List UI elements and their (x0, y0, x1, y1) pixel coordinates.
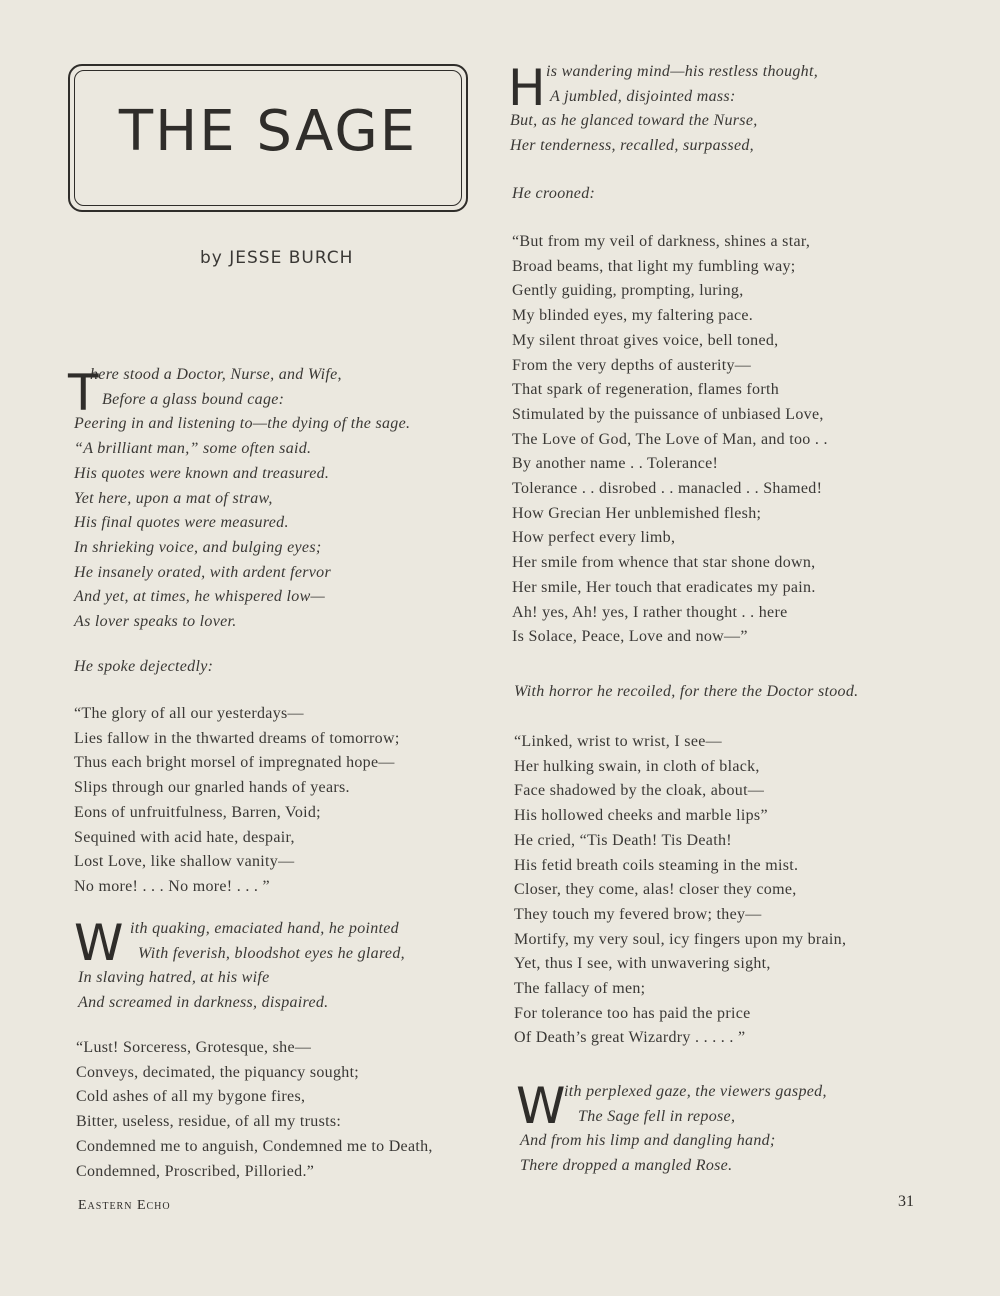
poem-line: The Sage fell in repose, (578, 1107, 736, 1125)
drop-cap: W (516, 1077, 566, 1135)
poem-line: Of Death’s great Wizardry . . . . . ” (514, 1029, 746, 1047)
poem-line: His fetid breath coils steaming in the mist. (514, 856, 799, 874)
poem-line: Broad beams, that light my fumbling way; (512, 257, 796, 275)
drop-cap: W (74, 914, 124, 972)
poem-line: “A brilliant man,” some often said. (74, 440, 312, 458)
poem-line: No more! . . . No more! . . . ” (74, 877, 270, 895)
poem-line: His quotes were known and treasured. (74, 464, 330, 482)
byline: by JESSE BURCH (200, 248, 354, 268)
poem-line: In slaving hatred, at his wife (78, 969, 270, 987)
poem-line: Cold ashes of all my bygone fires, (76, 1088, 306, 1106)
right-stanza-2 (512, 230, 952, 650)
poem-line: Conveys, decimated, the piquancy sought; (76, 1063, 360, 1081)
poem-line: Tolerance . . disrobed . . manacled . . Shamed! (512, 480, 823, 498)
poem-line: Thus each bright morsel of impregnated hope— (74, 754, 395, 772)
poem-line: With horror he recoiled, for there the Doctor stood. (514, 683, 859, 700)
drop-cap: T (68, 364, 99, 422)
poem-line: Lies fallow in the thwarted dreams of tomorrow; (74, 729, 400, 747)
poem-line: There dropped a mangled Rose. (520, 1157, 733, 1175)
poem-line: They touch my fevered brow; they— (514, 905, 762, 923)
left-stanza-3 (74, 914, 496, 1016)
poem-line: For tolerance too has paid the price (514, 1004, 751, 1022)
right-interlude-2 (514, 680, 858, 705)
publication-name: Eastern Echo (78, 1198, 171, 1213)
poem-line: “Linked, wrist to wrist, I see— (514, 733, 722, 750)
right-stanza-4 (516, 1077, 958, 1179)
poem-line: How perfect every limb, (512, 529, 676, 547)
poem-line: As lover speaks to lover. (74, 613, 237, 631)
poem-line: ith perplexed gaze, the viewers gasped, (564, 1083, 827, 1100)
poem-line: And from his limp and dangling hand; (520, 1132, 776, 1150)
poem-line: Eons of unfruitfulness, Barren, Void; (74, 803, 321, 821)
page-number: 31 (898, 1193, 914, 1210)
poem-line: My silent throat gives voice, bell toned, (512, 331, 779, 349)
left-interlude (74, 655, 213, 680)
poem-line: Is Solace, Peace, Love and now—” (512, 628, 748, 646)
poem-line: “But from my veil of darkness, shines a star, (512, 233, 811, 250)
poem-line: Condemned, Proscribed, Pilloried.” (76, 1162, 315, 1180)
left-stanza-1 (70, 363, 490, 635)
poem-line: The fallacy of men; (514, 980, 646, 998)
right-interlude-1 (512, 182, 595, 207)
poem-line: With feverish, bloodshot eyes he glared, (138, 944, 405, 962)
poem-title: THE SAGE (118, 99, 418, 164)
poem-line: Closer, they come, alas! closer they come, (514, 881, 797, 899)
poem-line: That spark of regeneration, flames forth (512, 381, 780, 399)
poem-line: Yet, thus I see, with unwavering sight, (514, 955, 771, 973)
poem-line: Her hulking swain, in cloth of black, (514, 757, 760, 775)
poem-line: Yet here, upon a mat of straw, (74, 489, 273, 507)
poem-line: Peering in and listening to—the dying of the sage. (74, 415, 411, 433)
poem-line: “The glory of all our yesterdays— (74, 705, 304, 722)
poem-line: By another name . . Tolerance! (512, 455, 719, 473)
poem-line: A jumbled, disjointed mass: (550, 87, 736, 105)
poem-line: Sequined with acid hate, despair, (74, 828, 295, 846)
poem-line: “Lust! Sorceress, Grotesque, she— (76, 1039, 312, 1056)
poem-line: Bitter, useless, residue, of all my trusts: (76, 1113, 342, 1131)
poem-line: is wandering mind—his restless thought, (546, 63, 819, 80)
poem-line: The Love of God, The Love of Man, and too . . (512, 430, 828, 448)
poem-line: And yet, at times, he whispered low— (74, 588, 326, 606)
left-stanza-4 (76, 1036, 496, 1184)
poem-line: He insanely orated, with ardent fervor (74, 563, 331, 581)
poem-line: My blinded eyes, my faltering pace. (512, 307, 754, 325)
poem-line: Face shadowed by the cloak, about— (514, 782, 765, 800)
poem-line: Gently guiding, prompting, luring, (512, 282, 744, 300)
drop-cap: H (508, 59, 546, 117)
poem-line: Mortify, my very soul, icy fingers upon my brain, (514, 930, 847, 948)
poem-line: Before a glass bound cage: (102, 390, 285, 408)
right-stanza-1 (510, 60, 950, 159)
poem-line: And screamed in darkness, dispaired. (78, 994, 329, 1012)
poem-line: Lost Love, like shallow vanity— (74, 853, 295, 871)
title-box (68, 64, 468, 212)
poem-line: How Grecian Her unblemished flesh; (512, 504, 762, 522)
poem-line: He crooned: (512, 185, 596, 202)
left-stanza-2 (74, 702, 494, 900)
right-stanza-3 (514, 730, 954, 1051)
poem-line: He spoke dejectedly: (74, 658, 214, 675)
poem-line: Slips through our gnarled hands of years. (74, 779, 350, 797)
poem-line: Her tenderness, recalled, surpassed, (510, 137, 754, 155)
poem-line: ith quaking, emaciated hand, he pointed (130, 920, 399, 937)
poem-line: Her smile from whence that star shone down, (512, 554, 816, 572)
poem-line: Condemned me to anguish, Condemned me to Death, (76, 1137, 433, 1155)
poem-line: But, as he glanced toward the Nurse, (510, 112, 758, 130)
poem-line: here stood a Doctor, Nurse, and Wife, (90, 366, 342, 383)
poem-line: Stimulated by the puissance of unbiased Love, (512, 405, 824, 423)
poem-line: From the very depths of austerity— (512, 356, 752, 374)
poem-line: His final quotes were measured. (74, 514, 289, 532)
poem-line: His hollowed cheeks and marble lips” (514, 807, 768, 825)
poem-line: In shrieking voice, and bulging eyes; (74, 538, 322, 556)
poem-line: He cried, “Tis Death! Tis Death! (514, 831, 732, 849)
poem-line: Ah! yes, Ah! yes, I rather thought . . here (512, 603, 788, 621)
poem-line: Her smile, Her touch that eradicates my pain. (512, 578, 816, 596)
